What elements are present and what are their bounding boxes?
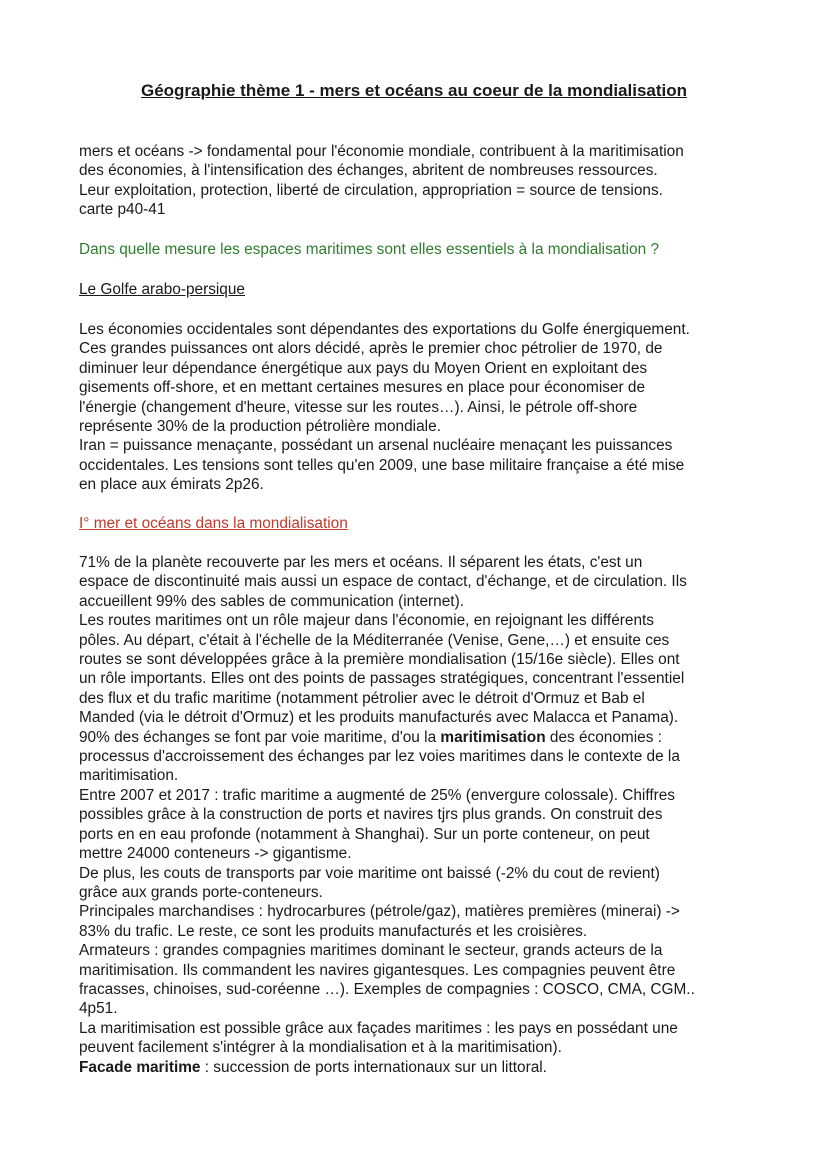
text-line: en place aux émirats 2p26. <box>79 476 264 494</box>
text-line: processus d'accroissement des échanges par lez voies maritimes dans le contexte de la <box>79 748 680 766</box>
text-line: gisements off-shore, et en mettant certaines mesures en place pour économiser de <box>79 379 646 397</box>
text-line: Les économies occidentales sont dépendantes des exportations du Golfe énergiquement. <box>79 321 690 338</box>
text-line: accueillent 99% des sables de communication (internet). <box>79 592 464 610</box>
text-line: De plus, les couts de transports par voie maritime ont baissé (-2% du cout de revient) <box>79 864 660 882</box>
problematic-question: Dans quelle mesure les espaces maritimes sont elles essentiels à la mondialisation ? <box>79 241 659 258</box>
text-line: pôles. Au départ, c'était à l'échelle de la Méditerranée (Venise, Gene,…) et ensuite ces <box>79 631 670 649</box>
text-line: occidentales. Les tensions sont telles qu'en 2009, une base militaire française a été mise <box>79 456 685 474</box>
text-line: ports en en eau profonde (notamment à Shanghai). Sur un porte conteneur, on peut <box>79 825 650 843</box>
text-line <box>79 1058 769 1077</box>
text-line: mers et océans -> fondamental pour l'économie mondiale, contribuent à la maritimisation <box>79 143 684 160</box>
text-line: grâce aux grands porte-conteneurs. <box>79 883 323 901</box>
text-line: maritimisation. <box>79 767 179 785</box>
text-line: carte p40-41 <box>79 201 166 219</box>
text-line: Armateurs : grandes compagnies maritimes dominant le secteur, grands acteurs de la <box>79 942 663 960</box>
text-line: Leur exploitation, protection, liberté de circulation, appropriation = source de tensions. <box>79 181 663 199</box>
text-line: représente 30% de la production pétrolière mondiale. <box>79 418 441 436</box>
text-line: 83% du trafic. Le reste, ce sont les produits manufacturés et les croisières. <box>79 922 588 940</box>
text-line: fracasses, chinoises, sud-coréenne …). Exemples de compagnies : COSCO, CMA, CGM.. <box>79 980 695 998</box>
text-line: Entre 2007 et 2017 : trafic maritime a augmenté de 25% (envergure colossale). Chiffres <box>79 786 675 804</box>
golfe-heading: Le Golfe arabo-persique <box>79 281 245 298</box>
text-line: 4p51. <box>79 1000 118 1018</box>
text-line: routes se sont développées grâce à la première mondialisation (15/16e siècle). Elles ont <box>79 651 680 669</box>
text-line: possibles grâce à la construction de ports et navires tjrs plus grands. On construit des <box>79 806 663 824</box>
text-line: 71% de la planète recouverte par les mers et océans. Il séparent les états, c'est un <box>79 554 643 571</box>
text-line: Les routes maritimes ont un rôle majeur dans l'économie, en rejoignant les différents <box>79 612 654 630</box>
bold-term-maritimisation: maritimisation <box>440 728 546 746</box>
text-line: l'énergie (changement d'heure, vitesse sur les routes…). Ainsi, le pétrole off-shore <box>79 398 638 416</box>
text-line: un rôle importants. Elles ont des points de passages stratégiques, concentrant l'essentiel <box>79 670 685 688</box>
text-line: espace de discontinuité mais aussi un espace de contact, d'échange, et de circulation. Ils <box>79 573 687 591</box>
text-line: Iran = puissance menaçante, possédant un arsenal nucléaire menaçant les puissances <box>79 437 673 455</box>
section1-paragraph <box>79 553 769 1077</box>
text-line: mettre 24000 conteneurs -> gigantisme. <box>79 845 352 863</box>
text-line: Ces grandes puissances ont alors décidé, après le premier choc pétrolier de 1970, de <box>79 340 663 358</box>
text-fragment: : succession de ports internationaux sur un littoral. <box>200 1058 547 1076</box>
intro-paragraph <box>79 142 769 220</box>
text-line: maritimisation. Ils commandent les navires gigantesques. Les compagnies peuvent être <box>79 961 676 979</box>
page-title: Géographie thème 1 - mers et océans au coeur de la mondialisation <box>140 81 688 100</box>
text-line: peuvent facilement s'intégrer à la mondialisation et à la maritimisation). <box>79 1039 562 1057</box>
text-fragment: des économies : <box>545 728 662 746</box>
text-line <box>79 728 769 747</box>
golfe-paragraph <box>79 320 769 495</box>
bold-term-facade-maritime: Facade maritime <box>79 1058 201 1076</box>
text-line: diminuer leur dépendance énergétique aux pays du Moyen Orient en exploitant des <box>79 359 648 377</box>
text-line: Principales marchandises : hydrocarbures (pétrole/gaz), matières premières (minerai) -> <box>79 903 680 921</box>
text-line: La maritimisation est possible grâce aux façades maritimes : les pays en possédant une <box>79 1019 678 1037</box>
text-line: des flux et du trafic maritime (notamment pétrolier avec le détroit d'Ormuz et Bab el <box>79 689 645 707</box>
text-line: des économies, à l'intensification des échanges, abritent de nombreuses ressources. <box>79 162 658 180</box>
section1-heading: I° mer et océans dans la mondialisation <box>79 515 348 532</box>
text-line: Manded (via le détroit d'Ormuz) et les produits manufacturés avec Malacca et Panama). <box>79 709 679 727</box>
text-fragment: 90% des échanges se font par voie maritime, d'ou la <box>79 728 441 746</box>
